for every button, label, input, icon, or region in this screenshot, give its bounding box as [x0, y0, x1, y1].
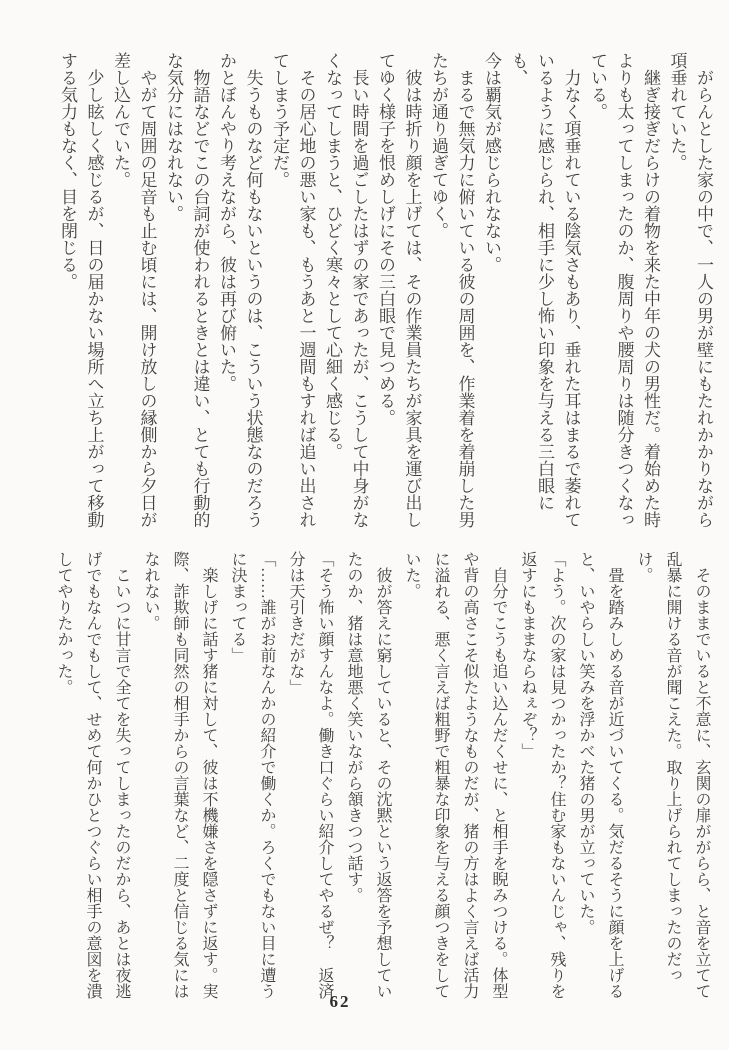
text-line: 自分でこうも追い込んだくせに、と相手を睨みつける。体型: [490, 567, 507, 999]
text-line: げでもなんでもして、せめて何かひとつぐらい相手の意図を潰: [84, 551, 101, 999]
text-line: 彼が答えに窮していると、その沈黙という返答を予想してい: [374, 567, 391, 999]
text-line: 「よう。次の家は見つかったか？住む家もないんじゃ、残りを: [548, 551, 565, 999]
text-line: ている。: [588, 52, 607, 120]
text-block-top: [54, 52, 717, 530]
text-line: な気分にはなれない。: [164, 52, 183, 222]
text-line: かとぼんやり考えながら、彼は再び俯いた。: [217, 52, 236, 392]
text-line: する気力もなく、目を閉じる。: [58, 52, 77, 290]
text-line: 際、詐欺師も同然の相手からの言葉など、二度と信じる気には: [171, 551, 188, 999]
text-line: 差し込んでいた。: [111, 52, 130, 188]
text-line: こいつに甘言で全てを失ってしまったのだから、あとは夜逃: [113, 567, 130, 999]
text-block-bottom: [49, 551, 716, 1011]
text-line: 乱暴に開ける音が聞こえた。取り上げられてしまったのだっけ。: [635, 551, 681, 983]
text-line: そのままでいると不意に、玄関の扉ががらら、と音を立てて: [693, 567, 710, 999]
text-line: 今は覇気が感じられなない。: [482, 52, 501, 273]
text-line: 畳を踏みしめる音が近づいてくる。気だるそうに顔を上げる: [606, 567, 623, 999]
text-line: てしまう予定だ。: [270, 52, 289, 188]
text-line: 物語などでこの台詞が使われるときとは違い、とても行動的: [190, 69, 210, 528]
text-line: に溢れる、悪く言えば粗野で粗暴な印象を与える顔つきをして: [432, 551, 449, 999]
text-line: 力なく項垂れている陰気さもあり、垂れた耳はまるで萎れて: [561, 69, 581, 528]
text-line: に決まってる」: [229, 551, 246, 663]
text-line: 「そう怖い顔すんなよ。働き口ぐらい紹介してやるぜ？ 返済: [316, 551, 333, 999]
text-line: よりも太ってしまったのか、腹周りや腰周りは随分きつくなっ: [614, 52, 634, 528]
text-line: たちが通り過ぎてゆく。: [429, 52, 448, 239]
text-line: や背の高さこそ似たようなものだが、猪の方はよく言えば活力: [461, 551, 478, 999]
text-line: 長い時間を過ごしたはずの家であったが、こうして中身がな: [349, 69, 369, 528]
text-line: いた。: [403, 551, 420, 599]
page-number: 62: [329, 992, 351, 1011]
text-line: 返すにもままならねぇぞ？」: [519, 551, 536, 759]
text-line: してやりたかった。: [55, 551, 72, 695]
text-line: その居心地の悪い家も、もうあと一週間もすれば追い出され: [296, 69, 316, 528]
text-line: まるで無気力に俯いている彼の周囲を、作業着を着崩した男: [455, 69, 475, 528]
text-line: なれない。: [142, 551, 159, 631]
text-line: 項垂れていた。: [667, 52, 687, 171]
text-line: くなってしまうと、ひどく寒々として心細く感じる。: [323, 52, 342, 460]
text-line: 彼は時折り顔を上げては、その作業員たちが家具を運び出し: [402, 69, 422, 528]
text-line: 失うものなど何もないというのは、こういう状態なのだろう: [243, 69, 263, 528]
text-line: いるように感じられ、相手に少し怖い印象を与える三白眼にも、: [508, 52, 554, 511]
text-line: がらんとした家の中で、一人の男が壁にもたれかかりながら: [694, 69, 713, 528]
text-line: 「……誰がお前なんかの紹介で働くか。ろくでもない目に遭う: [258, 551, 275, 999]
text-line: 分は天引きだがな」: [287, 551, 304, 695]
text-line: 楽しげに話す猪に対して、彼は不機嫌さを隠さずに返す。実: [200, 567, 217, 999]
text-line: やがて周囲の足音も止む頃には、開け放しの縁側から夕日が: [137, 69, 157, 528]
text-line: てゆく様子を恨めしげにその三白眼で見つめる。: [376, 52, 395, 426]
text-line: 継ぎ接ぎだらけの着物を来た中年の犬の男性だ。着始めた時: [641, 69, 660, 528]
text-line: たのか、猪は意地悪く笑いながら頷きつつ話す。: [345, 551, 362, 903]
text-line: 少し眩しく感じるが、日の届かない場所へ立ち上がって移動: [84, 69, 104, 528]
text-line: と、いやらしい笑みを浮かべた猪の男が立っていた。: [577, 551, 594, 935]
